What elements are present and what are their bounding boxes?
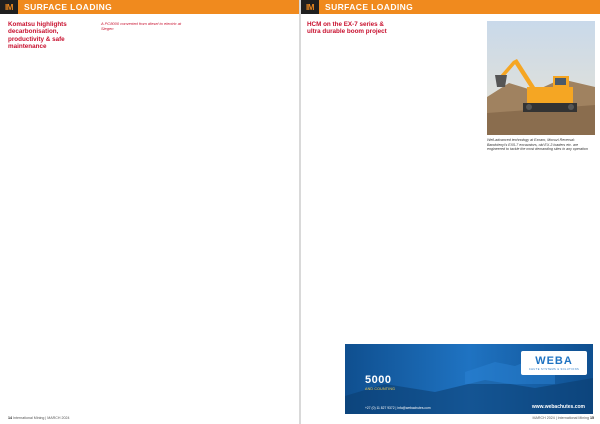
article-paragraph (194, 24, 292, 25)
article-paragraph (307, 39, 391, 40)
article-paragraph (194, 44, 292, 45)
im-logo (301, 0, 319, 14)
article-headline: HCM on the EX-7 series & ultra durable boom project (307, 21, 387, 36)
article-column-3 (194, 21, 292, 49)
excavator-illustration (487, 21, 595, 135)
article-paragraph (307, 59, 391, 60)
section-header (0, 0, 299, 14)
article-paragraph (101, 34, 188, 35)
photo-caption-block (487, 138, 595, 152)
article-paragraph (8, 62, 95, 63)
article-paragraph (8, 54, 95, 55)
im-logo-text: IM (5, 2, 13, 12)
article-paragraph (487, 163, 595, 164)
article-paragraph (397, 44, 481, 45)
article-paragraph (8, 58, 95, 59)
weba-logo-text: WEBA (535, 354, 573, 367)
ad-subline: AND COUNTING (365, 387, 396, 391)
article-paragraph (307, 55, 391, 56)
article-column-1 (307, 21, 391, 60)
article-paragraph (194, 32, 292, 33)
article-column-2 (397, 21, 481, 45)
weba-logo (521, 351, 587, 375)
article-paragraph (307, 47, 391, 48)
article-column-2 (101, 21, 188, 51)
sidebar-caption: A PC8000 converted from diesel to electric at Siegen (101, 21, 182, 32)
article-paragraph (8, 74, 95, 75)
ad-headline: 5000 (365, 374, 392, 386)
article-paragraph (487, 179, 595, 180)
article-paragraph (397, 40, 481, 41)
article-headline: Komatsu highlights decarbonisation, productivity & safe maintenance (8, 21, 67, 51)
article-paragraph (194, 28, 292, 29)
article-paragraph (194, 40, 292, 41)
article-paragraph (307, 51, 391, 52)
weba-logo-subtitle: CHUTE SYSTEMS & SOLUTIONS (528, 367, 580, 371)
article-paragraph (487, 175, 595, 176)
article-paragraph (101, 46, 188, 47)
im-logo-text: IM (306, 2, 314, 12)
footer-publication: International Mining | MARCH 2024 (13, 416, 70, 420)
article-paragraph (397, 36, 481, 37)
section-header (301, 0, 600, 14)
article-paragraph (487, 171, 595, 172)
article-column-3 (487, 160, 595, 184)
weba-advertisement[interactable] (345, 344, 593, 414)
article-paragraph (101, 38, 188, 39)
article-paragraph (194, 48, 292, 49)
footer-publication: MARCH 2024 | International Mining (532, 416, 589, 420)
article-column-1 (8, 21, 95, 75)
article-paragraph (8, 70, 95, 71)
article-paragraph (397, 24, 481, 25)
right-page (301, 0, 600, 424)
ad-website-link[interactable]: www.webachutes.com (531, 404, 585, 410)
article-paragraph (194, 36, 292, 37)
im-logo (0, 0, 18, 14)
article-paragraph (8, 66, 95, 67)
page-footer (8, 416, 69, 420)
article-paragraph (487, 167, 595, 168)
page-number: 14 (8, 416, 12, 420)
section-title: SURFACE LOADING (325, 2, 414, 12)
photo-caption: Well-advanced technology at Exxaro, Mocuzi Reversal: Bandolenyi's EX5-7 excavators, old EX-3 loaders etc. are engineered to tackle the most demanding sites in any operation (487, 138, 588, 152)
article-paragraph (307, 43, 391, 44)
article-paragraph (397, 28, 481, 29)
ad-contact: +27 (0) 11 827 9372 | info@webachutes.com (365, 406, 431, 410)
article-paragraph (101, 42, 188, 43)
left-page (0, 0, 299, 424)
article-paragraph (101, 50, 188, 51)
section-title: SURFACE LOADING (24, 2, 113, 12)
page-number: 15 (590, 416, 594, 420)
excavator-photo (487, 21, 595, 135)
page-footer (533, 416, 594, 420)
article-paragraph (487, 183, 595, 184)
article-paragraph (397, 32, 481, 33)
